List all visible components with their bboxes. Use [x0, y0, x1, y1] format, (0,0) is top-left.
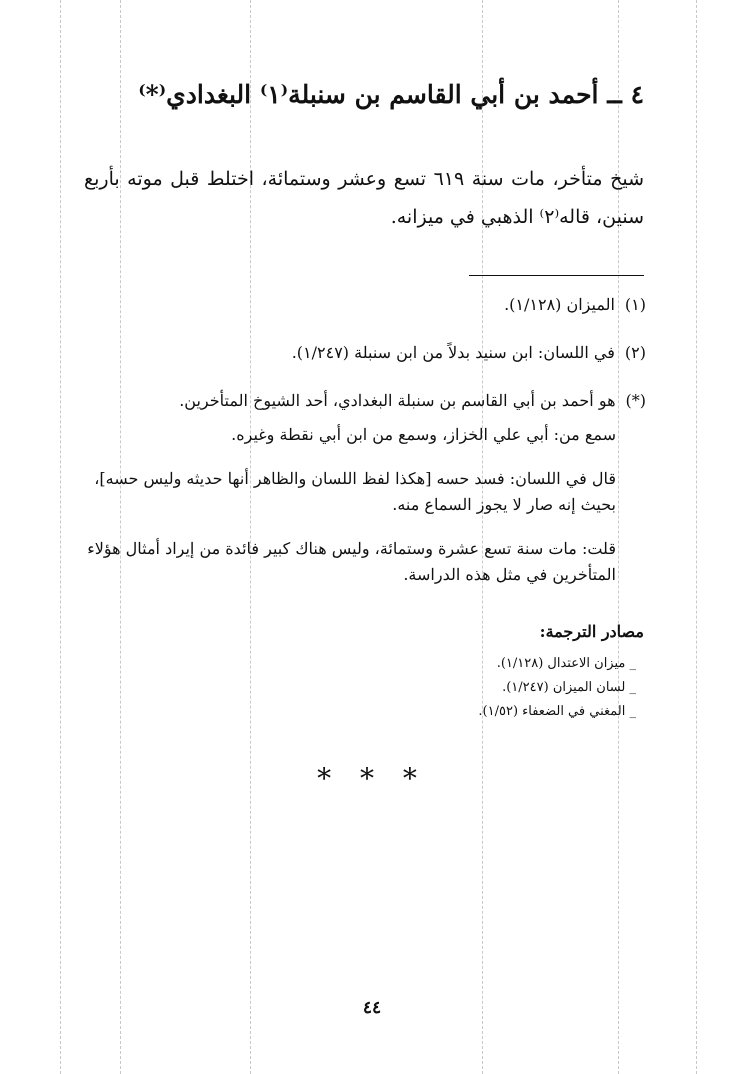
section-separator: * * * [317, 762, 427, 795]
footnote-detail: قال في اللسان: فسد حسه [هكذا لفظ اللسان والظاهر أنها حديثه وليس حسه]، بحيث إنه صار لا يجوز السماع منه. [94, 469, 616, 514]
footnote-number: (٢) [624, 343, 646, 362]
footnote-detail: سمع من: أبي علي الخزاز، وسمع من ابن أبي نقطة وغيره. [231, 425, 616, 444]
page-number: ٤٤ [362, 998, 382, 1018]
source-item: _ ميزان الاعتدال (١/١٢٨). [76, 652, 636, 676]
entry-body: شيخ متأخر، مات سنة ٦١٩ تسع وعشر وستمائة، اختلط قبل موته بأربع سنين، قاله⁽٢⁾ الذهبي في ميزانه. [84, 168, 644, 228]
footnotes-section [86, 292, 646, 606]
footnote [86, 340, 646, 366]
footnote-separator [469, 275, 644, 276]
footnote-text: في اللسان: ابن سنيد بدلاً من ابن سنبلة (١/٢٤٧). [291, 343, 615, 362]
footnote-text: هو أحمد بن أبي القاسم بن سنبلة البغدادي، أحد الشيوخ المتأخرين. [179, 391, 616, 410]
source-item: _ المغني في الضعفاء (١/٥٢). [76, 700, 636, 724]
sources-list [76, 652, 636, 724]
sources-heading: مصادر الترجمة: [539, 622, 644, 641]
footnote-number: (*) [625, 391, 646, 410]
source-item: _ لسان الميزان (١/٢٤٧). [76, 676, 636, 700]
footnote [86, 388, 646, 414]
entry-title: ٤ ــ أحمد بن أبي القاسم بن سنبلة⁽١⁾ البغدادي⁽*⁾ [138, 80, 644, 109]
footnote-detail: قلت: مات سنة تسع عشرة وستمائة، وليس هناك كبير فائدة من إيراد أمثال هؤلاء المتأخرين في مثل هذه الدراسة. [87, 539, 616, 584]
footnote [86, 292, 646, 318]
footnote-number: (١) [624, 295, 646, 314]
footnote-text: الميزان (١/١٢٨). [504, 295, 615, 314]
